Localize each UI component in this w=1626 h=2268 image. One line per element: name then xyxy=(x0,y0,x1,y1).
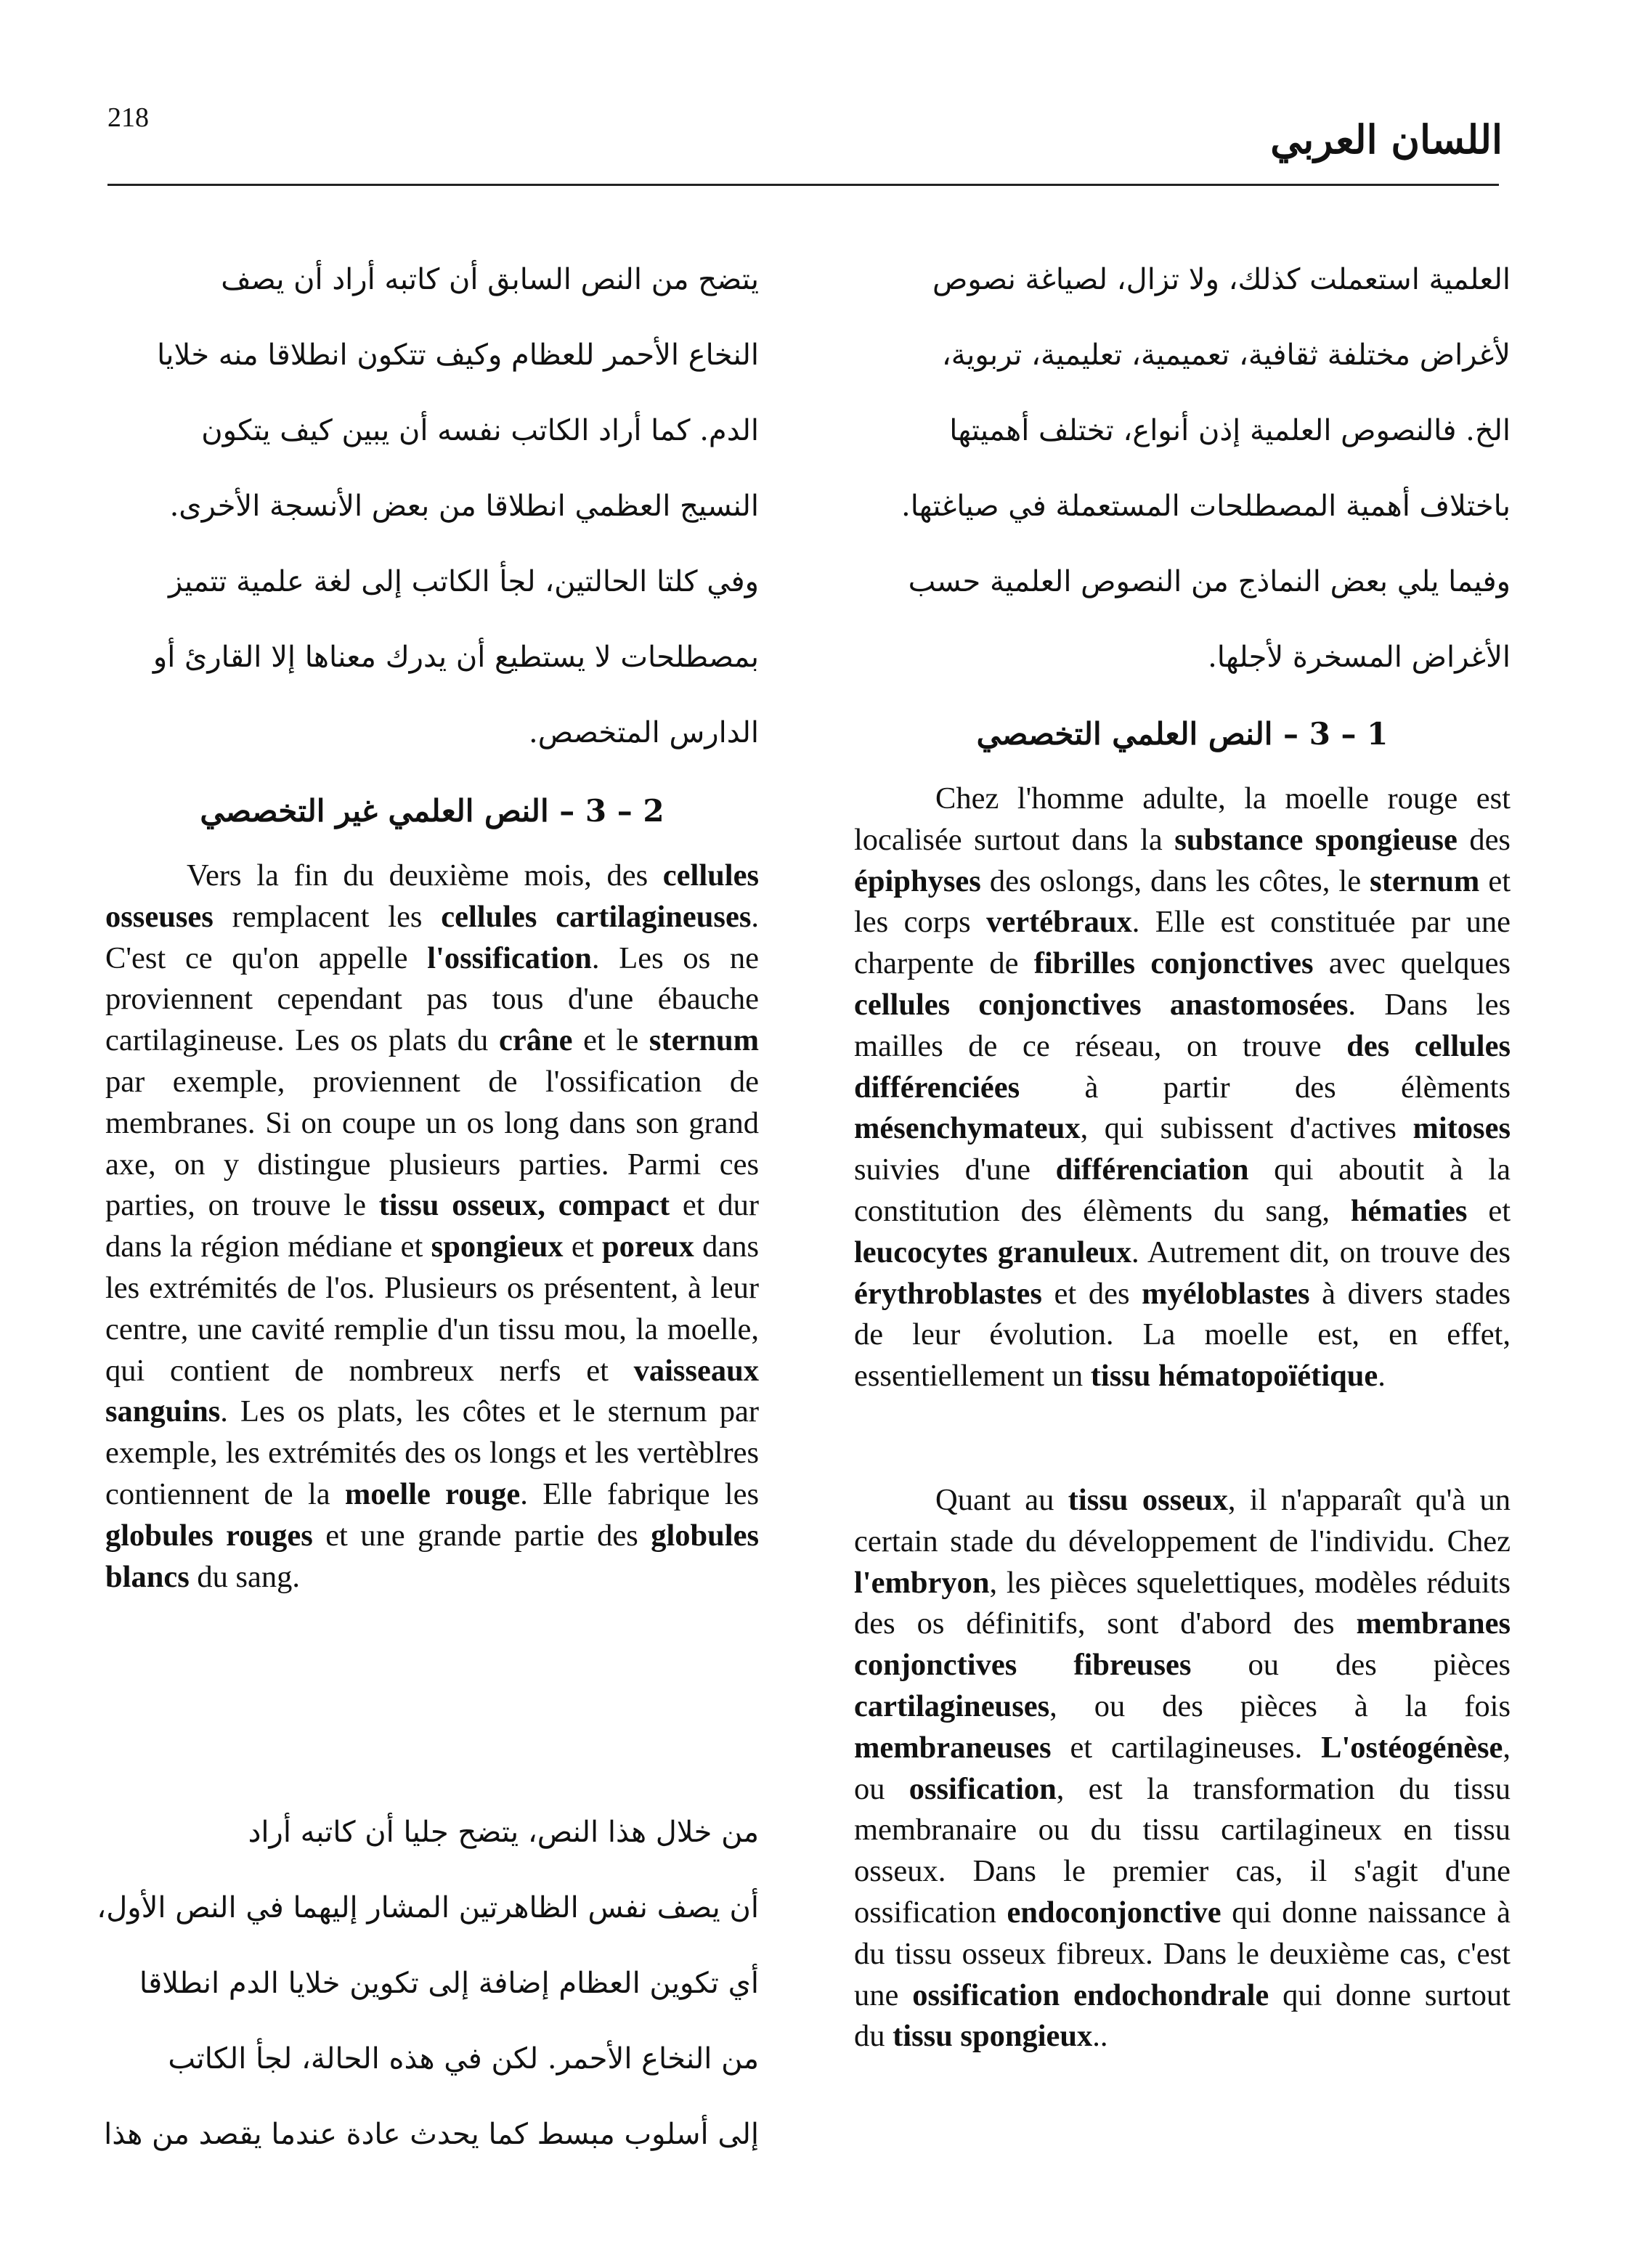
section-heading-2-3: 2 – 3 – النص العلمي غير التخصصي xyxy=(200,793,664,829)
bold-term: cellules conjonctives anastomosées xyxy=(854,987,1349,1022)
arabic-line: العلمية استعملت كذلك، ولا تزال، لصياغة نصوص xyxy=(932,263,1511,296)
bold-term: substance spongieuse xyxy=(1174,822,1458,857)
text-run: Chez l'homme adulte, la moelle rouge est localisée surtout dans la xyxy=(854,781,1511,857)
text-run: .. xyxy=(1092,2019,1108,2054)
bold-term: des cellules différenciées xyxy=(854,1028,1511,1105)
bold-term: mitoses xyxy=(1412,1111,1511,1146)
text-run: . Les os ne proviennent cependant pas tous d'une ébauche cartilagineuse. Les os plats du xyxy=(105,940,759,1058)
text-run: . Elle est constituée par une charpente de xyxy=(854,905,1511,981)
bold-term: l'ossification xyxy=(427,940,592,975)
bold-term: hématies xyxy=(1350,1193,1468,1228)
arabic-line: أي تكوين العظام إضافة إلى تكوين خلايا الدم انطلاقا xyxy=(139,1967,759,2000)
rich-paragraph xyxy=(854,779,1511,1397)
bold-term: mésenchymateux xyxy=(854,1111,1081,1146)
text-run: . C'est ce qu'on appelle xyxy=(105,899,759,975)
arabic-line: لأغراض مختلفة ثقافية، تعميمية، تعليمية، تربوية، xyxy=(941,338,1511,372)
bold-term: vertébraux xyxy=(986,905,1132,940)
bold-term: crâne xyxy=(499,1023,573,1058)
text-run: remplacent les xyxy=(213,899,442,934)
text-run: avec quelques xyxy=(1313,946,1511,981)
text-run: qui donne surtout du xyxy=(854,1978,1511,2054)
arabic-line: وفيما يلي بعض النماذج من النصوص العلمية حسب xyxy=(908,565,1511,598)
bold-term: différenciation xyxy=(1055,1153,1249,1187)
text-run: , est la transformation du tissu membranaire ou du tissu cartilagineux en tissu osseux. Dans le premier cas, il s'agit d'une ossification xyxy=(854,1771,1511,1930)
bold-term: érythroblastes xyxy=(854,1276,1042,1311)
text-run: suivies d'une xyxy=(854,1153,1056,1187)
text-run: à partir des élèments xyxy=(1020,1070,1511,1105)
arabic-line: إلى أسلوب مبسط كما يحدث عادة عندما يقصد من هذا xyxy=(104,2118,759,2151)
bold-term: tissu osseux xyxy=(1068,1483,1228,1517)
arabic-line: الدارس المتخصص. xyxy=(529,716,759,749)
text-run: par exemple, proviennent de l'ossification de membranes. Si on coupe un os long dans son grand axe, on y distingue plusieurs parties. Parmi ces parties, on trouve le xyxy=(105,1064,759,1223)
bold-term: membranes conjonctives fibreuses xyxy=(854,1606,1511,1683)
text-run: , il n'apparaît qu'à un certain stade du développement de l'individu. Chez xyxy=(854,1483,1511,1558)
arabic-line: النخاع الأحمر للعظام وكيف تتكون انطلاقا منه خلايا xyxy=(157,338,759,372)
bold-term: globules rouges xyxy=(105,1518,313,1553)
bold-term: tissu osseux, compact xyxy=(378,1188,670,1223)
text-run: et xyxy=(563,1229,602,1264)
text-run: . Dans les mailles de ce réseau, on trouve xyxy=(854,987,1511,1063)
text-run: et cartilagineuses. xyxy=(1051,1730,1322,1765)
text-run: , ou des pièces à la fois xyxy=(1049,1688,1511,1723)
text-run: . xyxy=(1378,1359,1386,1394)
text-run: , qui subissent d'actives xyxy=(1080,1111,1413,1146)
text-run: ou des pièces xyxy=(1191,1648,1511,1683)
text-run: du sang. xyxy=(189,1559,301,1594)
bold-term: L'ostéogénèse xyxy=(1321,1730,1503,1765)
arabic-line: بمصطلحات لا يستطيع أن يدرك معناها إلا القارئ أو xyxy=(153,641,759,674)
text-run: Quant au xyxy=(935,1483,1068,1517)
french-paragraph-ossification xyxy=(105,855,759,1598)
text-run: . Autrement dit, on trouve des xyxy=(1131,1235,1511,1269)
text-run: , les pièces squelettiques, modèles réduits des os définitifs, sont d'abord des xyxy=(854,1565,1511,1641)
bold-term: l'embryon xyxy=(854,1565,990,1600)
section-heading-1-3: 1 – 3 – النص العلمي التخصصي xyxy=(976,716,1389,752)
bold-term: cellules cartilagineuses xyxy=(441,899,752,934)
bold-term: tissu spongieux xyxy=(893,2019,1093,2054)
rich-paragraph xyxy=(854,1480,1511,2057)
text-run: qui donne naissance à du tissu osseux fibreux. Dans le deuxième cas, c'est une xyxy=(854,1895,1511,2012)
arabic-line: الأغراض المسخرة لأجلها. xyxy=(1208,641,1511,674)
bold-term: ossification xyxy=(908,1771,1057,1806)
arabic-line: أن يصف نفس الظاهرتين المشار إليهما في النص الأول، xyxy=(97,1891,759,1924)
arabic-line: باختلاف أهمية المصطلحات المستعملة في صياغتها. xyxy=(901,489,1511,523)
rich-paragraph xyxy=(105,855,759,1598)
text-run: Vers la fin du deuxième mois, des xyxy=(187,858,663,893)
bold-term: épiphyses xyxy=(854,863,981,898)
text-run: et une grande partie des xyxy=(312,1518,651,1553)
bold-term: membraneuses xyxy=(854,1730,1052,1765)
bold-term: poreux xyxy=(601,1229,694,1264)
text-run: qui aboutit à la constitution des élèments du sang, xyxy=(854,1153,1511,1228)
text-run: . Les os plats, les côtes et le sternum par exemple, les extrémités des os longs et les vertèblres contiennent de la xyxy=(105,1394,759,1511)
bold-term: tissu hématopoïétique xyxy=(1090,1359,1378,1394)
french-paragraph-marrow xyxy=(854,779,1511,1397)
text-run: . Elle fabrique les xyxy=(520,1476,759,1511)
text-run: dans les extrémités de l'os. Plusieurs os présentent, à leur centre, une cavité remplie d'un tissu mou, la moelle, qui contient de nombreux nerfs et xyxy=(105,1229,760,1388)
arabic-line: من النخاع الأحمر. لكن في هذه الحالة، لجأ الكاتب xyxy=(168,2042,759,2076)
arabic-line: يتضح من النص السابق أن كاتبه أراد أن يصف xyxy=(221,263,759,296)
bold-term: cartilagineuses xyxy=(854,1688,1050,1723)
text-run: et dur dans la région médiane et xyxy=(105,1188,759,1264)
arabic-line: من خلال هذا النص، يتضح جليا أن كاتبه أراد xyxy=(248,1816,759,1849)
bold-term: sternum xyxy=(1370,863,1480,898)
bold-term: globules blancs xyxy=(105,1518,759,1594)
bold-term: myéloblastes xyxy=(1142,1276,1310,1311)
bold-term: moelle rouge xyxy=(344,1476,521,1511)
arabic-line: وفي كلتا الحالتين، لجأ الكاتب إلى لغة علمية تتميز xyxy=(168,565,759,598)
journal-logo: اللسان العربي xyxy=(1270,116,1503,163)
arabic-line: الخ. فالنصوص العلمية إذن أنواع، تختلف أهميتها xyxy=(949,414,1511,447)
page-number: 218 xyxy=(107,102,149,133)
bold-term: endoconjonctive xyxy=(1007,1895,1221,1930)
text-run: , ou xyxy=(854,1730,1511,1806)
bold-term: sternum xyxy=(649,1023,760,1058)
text-run: des oslongs, dans les côtes, le xyxy=(980,863,1370,898)
bold-term: fibrilles conjonctives xyxy=(1033,946,1314,981)
bold-term: leucocytes granuleux xyxy=(854,1235,1132,1269)
text-run: à divers stades de leur évolution. La moelle est, en effet, essentiellement un xyxy=(854,1276,1511,1394)
bold-term: cellules osseuses xyxy=(105,858,759,934)
text-run: et le xyxy=(572,1023,649,1058)
text-run: et xyxy=(1467,1193,1511,1228)
bold-term: ossification endochondrale xyxy=(912,1978,1269,2012)
text-run: des xyxy=(1457,822,1511,857)
text-run: et les corps xyxy=(854,863,1511,940)
header-divider xyxy=(107,184,1499,186)
french-paragraph-bone-tissue xyxy=(854,1480,1511,2057)
text-run: et des xyxy=(1041,1276,1142,1311)
bold-term: spongieux xyxy=(431,1229,564,1264)
arabic-line: النسيج العظمي انطلاقا من بعض الأنسجة الأخرى. xyxy=(169,489,759,523)
bold-term: vaisseaux sanguins xyxy=(105,1353,759,1429)
arabic-line: الدم. كما أراد الكاتب نفسه أن يبين كيف يتكون xyxy=(201,414,759,447)
